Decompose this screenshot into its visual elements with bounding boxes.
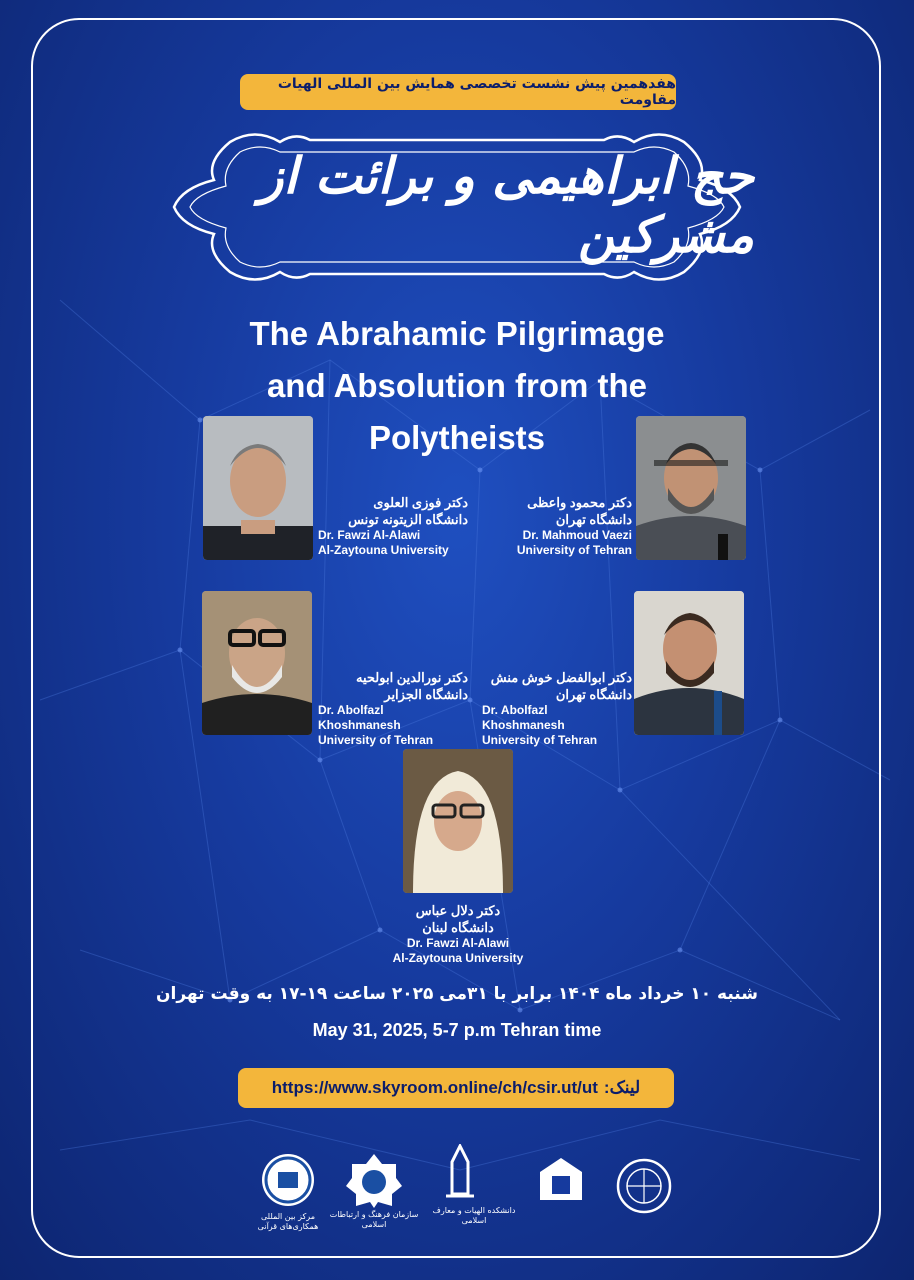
speaker-name-fa: دکتر محمود واعظی [527, 495, 632, 510]
speaker-university-en: University of Tehran [318, 733, 434, 747]
link-label: لینک: [603, 1078, 641, 1097]
speaker-university-fa: دانشگاه لبنان [422, 920, 494, 935]
english-title-line: The Abrahamic Pilgrimage [249, 315, 665, 352]
logo-caption: مرکز بین المللی همکاری‌های قرآنی [257, 1212, 319, 1231]
islamic-culture-organization-logo [346, 1152, 402, 1208]
speaker-university-en: Al-Zaytouna University [318, 543, 449, 557]
university-of-tehran-logo [260, 1152, 316, 1208]
globe-seal-logo [616, 1158, 672, 1214]
speaker-name-en: Dr. Fawzi Al-Alawi [318, 528, 421, 542]
speaker-name-en: Dr. Abolfazl Khoshmanesh [482, 703, 565, 732]
speaker-university-en: University of Tehran [482, 733, 598, 747]
speaker-name-en: Dr. Mahmoud Vaezi [522, 528, 632, 542]
persian-title: حج ابراهیمی و برائت از مشرکین [259, 146, 754, 264]
speaker-name-fa: دکتر دلال عباس [415, 903, 501, 918]
speaker-university-en: Al-Zaytouna University [392, 951, 524, 965]
speaker-vaezi [496, 494, 632, 558]
english-title-line: Polytheists [368, 419, 546, 456]
logo-caption: سازمان فرهنگ و ارتباطات اسلامی [329, 1210, 419, 1229]
speaker-university-fa: دانشگاه تهران [555, 687, 632, 702]
speaker-photo-khoshmanesh [634, 591, 744, 735]
speaker-name-en: Dr. Fawzi Al-Alawi [406, 936, 510, 950]
event-date-en: May 31, 2025, 5-7 p.m Tehran time [312, 1020, 602, 1040]
event-date-fa: شنبه ۱۰ خرداد ماه ۱۴۰۴ برابر با ۳۱می ۲۰۲۵ ساعت ۱۹-۱۷ به وقت تهران [156, 984, 758, 1004]
ferdowsi-theology-faculty-logo [440, 1144, 480, 1204]
speaker-photo-abolhayyeh [202, 591, 312, 735]
speaker-photo-vaezi [636, 416, 746, 560]
link-bar [238, 1068, 674, 1108]
speaker-name-en: Dr. Abolfazl Khoshmanesh [318, 703, 401, 732]
meeting-link[interactable]: https://www.skyroom.online/ch/csir.ut/ut [271, 1078, 598, 1097]
speaker-name-fa: دکتر فوزی العلوی [373, 495, 468, 510]
speaker-university-fa: دانشگاه تهران [555, 512, 632, 527]
hajj-office-logo [538, 1156, 584, 1202]
speaker-photo-abbas [403, 749, 513, 893]
speaker-university-fa: دانشگاه الجزایر [384, 687, 468, 702]
speaker-university-fa: دانشگاه الزیتونه تونس [348, 512, 468, 527]
logo-caption: دانشکده الهیات و معارف اسلامی [432, 1206, 516, 1225]
speaker-photo-al-alawi [203, 416, 313, 560]
speaker-university-en: University of Tehran [516, 543, 632, 557]
speaker-name-fa: دکتر ابوالفضل خوش منش [490, 670, 632, 685]
speaker-al-alawi [318, 494, 468, 558]
speaker-abbas [380, 902, 536, 966]
english-title-line: and Absolution from the [266, 367, 648, 404]
event-banner: هفدهمین پیش نشست تخصصی همایش بین المللی الهیات مقاومت [240, 74, 676, 110]
speaker-name-fa: دکتر نورالدین ابولحیه [355, 670, 468, 685]
speaker-khoshmanesh [482, 669, 632, 748]
speaker-abolhayyeh [318, 669, 468, 748]
